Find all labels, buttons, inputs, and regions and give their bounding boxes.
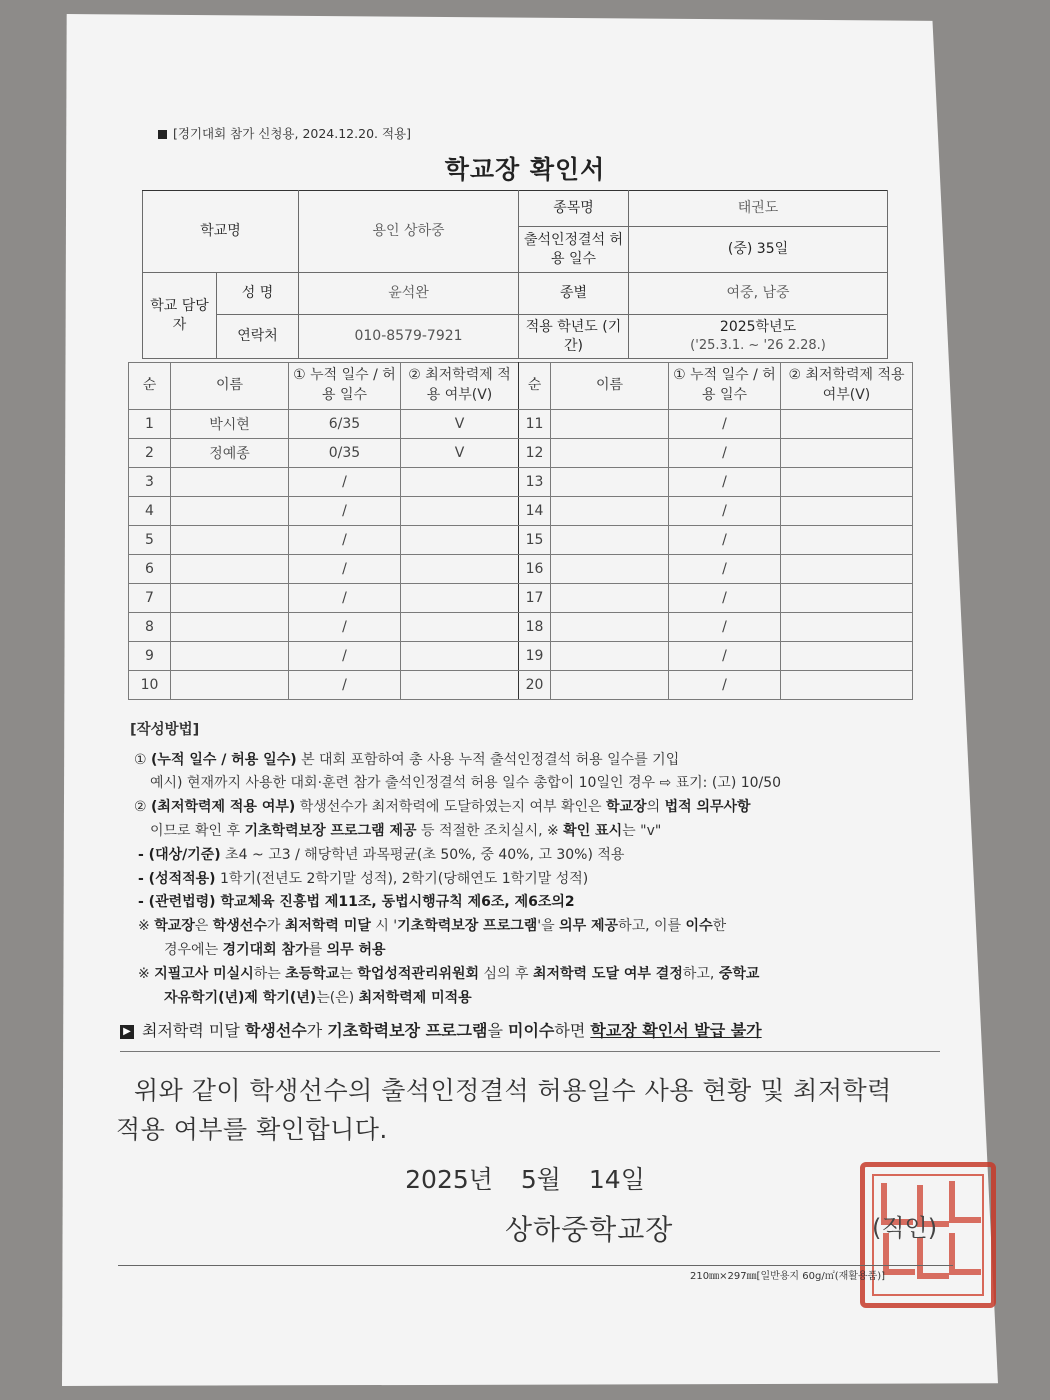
notice-bold: 미이수: [507, 1021, 555, 1040]
student-name: [171, 555, 289, 584]
table-row: [129, 584, 913, 613]
table-row: [129, 497, 913, 526]
days-used: /: [669, 555, 781, 584]
item-text: 등 적절한 조치실시, ※: [416, 823, 564, 840]
year-label: 적용 학년도 (기간): [519, 315, 629, 359]
minimum-check: [781, 468, 913, 497]
instruction-item-2: [134, 796, 946, 820]
minimum-check: [401, 671, 519, 700]
notice-text: 가: [306, 1021, 328, 1040]
header-no: 순: [129, 363, 171, 410]
item-text-bold: 학교장: [606, 799, 647, 816]
instructions: [116, 718, 946, 1010]
detail-label: - (관련법령) 학교체육 진흥법 제11조, 동법시행규칙 제6조, 제6조의2: [138, 894, 575, 911]
note-text: 가: [266, 918, 285, 935]
category-label: 종별: [519, 273, 629, 315]
minimum-check: [781, 555, 913, 584]
days-used: /: [289, 497, 401, 526]
item-label: (최저학력제 적용 여부): [151, 799, 296, 816]
date-day: 14일: [588, 1165, 645, 1194]
note-2: [138, 963, 946, 987]
minimum-check: [781, 410, 913, 439]
student-name: [551, 410, 669, 439]
item-text: 이므로 확인 후: [150, 823, 245, 840]
row-number: 17: [519, 584, 551, 613]
year-value-text: 2025학년도: [719, 319, 797, 336]
info-table: [142, 190, 888, 359]
detail-laws: [138, 891, 946, 915]
days-used: 0/35: [289, 439, 401, 468]
note-text: 하고,: [682, 965, 719, 982]
allowed-days-label: 출석인정결석 허용 일수: [519, 227, 629, 273]
name-label: 성 명: [217, 273, 299, 315]
minimum-check: [401, 468, 519, 497]
student-name: [551, 584, 669, 613]
minimum-check: [781, 584, 913, 613]
note-1: [138, 915, 946, 939]
allowed-days-value: (중) 35일: [629, 227, 888, 273]
header-check: ② 최저학력제 적용 여부(V): [401, 363, 519, 410]
notice-line: [120, 1018, 940, 1052]
table-row: [129, 613, 913, 642]
detail-text: 1학기(전년도 2학기말 성적), 2학기(당해연도 1학기말 성적): [215, 870, 589, 887]
note-text: 심의 후: [479, 965, 533, 982]
days-used: 6/35: [289, 410, 401, 439]
header-name: 이름: [551, 363, 669, 410]
days-used: /: [669, 671, 781, 700]
days-used: /: [289, 555, 401, 584]
row-number: 7: [129, 584, 171, 613]
minimum-check: [781, 526, 913, 555]
year-period-text: ('25.3.1. ~ '26 2.28.): [690, 338, 826, 354]
detail-grade-period: [138, 868, 946, 892]
student-name: [171, 584, 289, 613]
note-text: 시 ': [370, 918, 398, 935]
table-row: [129, 526, 913, 555]
days-used: /: [669, 613, 781, 642]
confirmation-line-2: 적용 여부를 확인합니다.: [116, 1114, 388, 1144]
notice-bold: 학생선수: [244, 1021, 307, 1040]
name-value: 윤석완: [299, 273, 519, 315]
minimum-check: [401, 642, 519, 671]
contact-value: 010-8579-7921: [299, 315, 519, 359]
row-number: 9: [129, 642, 171, 671]
notice-underlined: 학교장 확인서 발급 불가: [590, 1021, 762, 1040]
minimum-check: [401, 584, 519, 613]
days-used: /: [669, 468, 781, 497]
days-used: /: [289, 613, 401, 642]
student-name: [171, 468, 289, 497]
note-text: 한: [712, 918, 727, 935]
notice-text: 최저학력 미달: [142, 1021, 245, 1040]
item-text-bold: 기초학력보장 프로그램 제공: [244, 823, 417, 840]
item-text: 학생선수가 최저학력에 도달하였는지 여부 확인은: [295, 799, 606, 816]
event-label: 종목명: [519, 191, 629, 227]
table-row: [129, 642, 913, 671]
student-name: [551, 526, 669, 555]
days-used: /: [289, 584, 401, 613]
student-name: [551, 497, 669, 526]
note-bold: 최저학력 미달: [284, 918, 371, 935]
note-bold: 학생선수: [212, 918, 267, 935]
note-bold: 최저학력제 미적용: [358, 989, 472, 1006]
event-value: 태권도: [629, 191, 888, 227]
days-used: /: [289, 671, 401, 700]
note-1-continued: [164, 939, 946, 963]
row-number: 18: [519, 613, 551, 642]
row-number: 16: [519, 555, 551, 584]
item-text: 의: [646, 799, 665, 816]
note-bold: 의무 허용: [326, 942, 386, 959]
confirmation-statement: [116, 1072, 946, 1150]
detail-label: - (대상/기준): [138, 846, 221, 863]
note-bold: 경기대회 참가: [222, 942, 309, 959]
note-bold: 의무 제공: [559, 918, 619, 935]
minimum-check: [781, 642, 913, 671]
confirmation-line-1: 위와 같이 학생선수의 출석인정결석 허용일수 사용 현황 및 최저학력: [134, 1076, 892, 1105]
student-name: 정예종: [171, 439, 289, 468]
student-name: [551, 468, 669, 497]
table-row: [129, 410, 913, 439]
header-no: 순: [519, 363, 551, 410]
days-used: /: [669, 584, 781, 613]
note-text: 는: [339, 965, 358, 982]
minimum-check: [401, 526, 519, 555]
note-mark: ※: [138, 965, 155, 982]
seal-label: (직인): [872, 1214, 938, 1242]
table-row: [129, 468, 913, 497]
note-bold: 중학교: [718, 965, 760, 982]
note-bold: 학교장: [154, 918, 195, 935]
minimum-check: [781, 613, 913, 642]
item-text: 본 대회 포함하여 총 사용 누적 출석인정결석 허용 일수를 기입: [296, 751, 680, 768]
instruction-example: 예시) 현재까지 사용한 대회·훈련 참가 출석인정결석 허용 일수 총합이 10일인 경우 ⇨ 표기: (고) 10/50: [150, 775, 782, 792]
header-days: ① 누적 일수 / 허용 일수: [289, 363, 401, 410]
row-number: 8: [129, 613, 171, 642]
seal-glyph: [917, 1237, 949, 1279]
header-note: [158, 124, 411, 142]
detail-text: 초4 ~ 고3 / 해당학년 과목평균(초 50%, 중 40%, 고 30%) 적용: [220, 846, 625, 863]
detail-target: [138, 844, 946, 868]
days-used: /: [669, 497, 781, 526]
paper-spec-footer: 210㎜×297㎜[일반용지 60g/㎡(재활용품)]: [690, 1271, 886, 1282]
note-bold: 자유학기(년)제 학기(년): [164, 989, 317, 1006]
school-label: 학교명: [143, 191, 299, 273]
note-bold: 기초학력보장 프로그램: [397, 918, 538, 935]
contact-label: 연락처: [217, 315, 299, 359]
row-number: 10: [129, 671, 171, 700]
item-label: (누적 일수 / 허용 일수): [151, 751, 297, 768]
note-text: 은: [194, 918, 213, 935]
student-name: [551, 439, 669, 468]
header-check: ② 최저학력제 적용 여부(V): [781, 363, 913, 410]
row-number: 5: [129, 526, 171, 555]
note-mark: ※: [138, 918, 155, 935]
student-name: [171, 613, 289, 642]
days-used: /: [669, 526, 781, 555]
table-row: [129, 439, 913, 468]
student-name: [171, 642, 289, 671]
note-text: 경우에는: [164, 942, 223, 959]
item-number: ①: [134, 751, 147, 768]
row-number: 15: [519, 526, 551, 555]
row-number: 13: [519, 468, 551, 497]
detail-label: - (성적적용): [138, 870, 216, 887]
student-name: 박시현: [171, 410, 289, 439]
student-name: [551, 555, 669, 584]
minimum-check: [401, 613, 519, 642]
student-name: [171, 671, 289, 700]
notice-text: 하면: [554, 1021, 591, 1040]
row-number: 3: [129, 468, 171, 497]
note-bold: 지필고사 미실시: [154, 965, 254, 982]
footer-divider: [118, 1265, 953, 1266]
note-text: 를: [308, 942, 327, 959]
student-name: [551, 613, 669, 642]
minimum-check: [781, 671, 913, 700]
year-value: [629, 315, 888, 359]
seal-glyph: [949, 1181, 981, 1223]
days-used: /: [289, 468, 401, 497]
note-bold: 이수: [685, 918, 713, 935]
row-number: 6: [129, 555, 171, 584]
instruction-item-2-continued: [150, 820, 946, 844]
instruction-item-1: [134, 749, 946, 773]
row-number: 11: [519, 410, 551, 439]
row-number: 19: [519, 642, 551, 671]
note-bold: 학업성적관리위원회: [357, 965, 480, 982]
date-month: 5월: [520, 1165, 561, 1194]
student-name: [551, 642, 669, 671]
row-number: 14: [519, 497, 551, 526]
header-note-text: [경기대회 참가 신청용, 2024.12.20. 적용]: [173, 126, 411, 141]
school-value: 용인 상하중: [299, 191, 519, 273]
header-name: 이름: [171, 363, 289, 410]
item-text-bold: 확인 표시: [563, 823, 623, 840]
person-in-charge-label: 학교 담당자: [143, 273, 217, 359]
row-number: 20: [519, 671, 551, 700]
item-number: ②: [134, 799, 147, 816]
days-used: /: [669, 439, 781, 468]
note-text: 하고, 이를: [618, 918, 686, 935]
row-number: 1: [129, 410, 171, 439]
row-number: 4: [129, 497, 171, 526]
table-row: [129, 555, 913, 584]
category-value: 여중, 남중: [629, 273, 888, 315]
student-name: [171, 497, 289, 526]
principal-title: 상하중학교장: [505, 1213, 674, 1246]
note-text: 하는: [253, 965, 286, 982]
document-title: 학교장 확인서: [444, 155, 606, 184]
notice-text: 을: [487, 1021, 508, 1040]
student-table-body: [129, 410, 913, 700]
square-bullet-icon: [158, 130, 167, 139]
days-used: /: [289, 526, 401, 555]
student-name: [171, 526, 289, 555]
note-text: 는(은): [316, 989, 359, 1006]
days-used: /: [289, 642, 401, 671]
instructions-heading: [작성방법]: [130, 722, 200, 738]
seal-glyph: [949, 1233, 981, 1275]
days-used: /: [669, 410, 781, 439]
student-table: [128, 362, 913, 700]
minimum-check: [781, 497, 913, 526]
days-used: /: [669, 642, 781, 671]
minimum-check: [781, 439, 913, 468]
arrow-box-icon: ▶: [120, 1025, 134, 1039]
item-text: 는 "v": [622, 823, 662, 840]
row-number: 2: [129, 439, 171, 468]
item-text-bold: 법적 의무사항: [664, 799, 751, 816]
note-text: '을: [537, 918, 560, 935]
student-name: [551, 671, 669, 700]
minimum-check: V: [401, 439, 519, 468]
minimum-check: [401, 497, 519, 526]
note-bold: 초등학교: [285, 965, 340, 982]
note-bold: 최저학력 도달 여부 결정: [532, 965, 683, 982]
notice-bold: 기초학력보장 프로그램: [327, 1021, 488, 1040]
header-days: ① 누적 일수 / 허용 일수: [669, 363, 781, 410]
minimum-check: V: [401, 410, 519, 439]
date-year: 2025년: [405, 1165, 493, 1194]
table-row: [129, 671, 913, 700]
minimum-check: [401, 555, 519, 584]
row-number: 12: [519, 439, 551, 468]
note-2-continued: [164, 987, 946, 1011]
